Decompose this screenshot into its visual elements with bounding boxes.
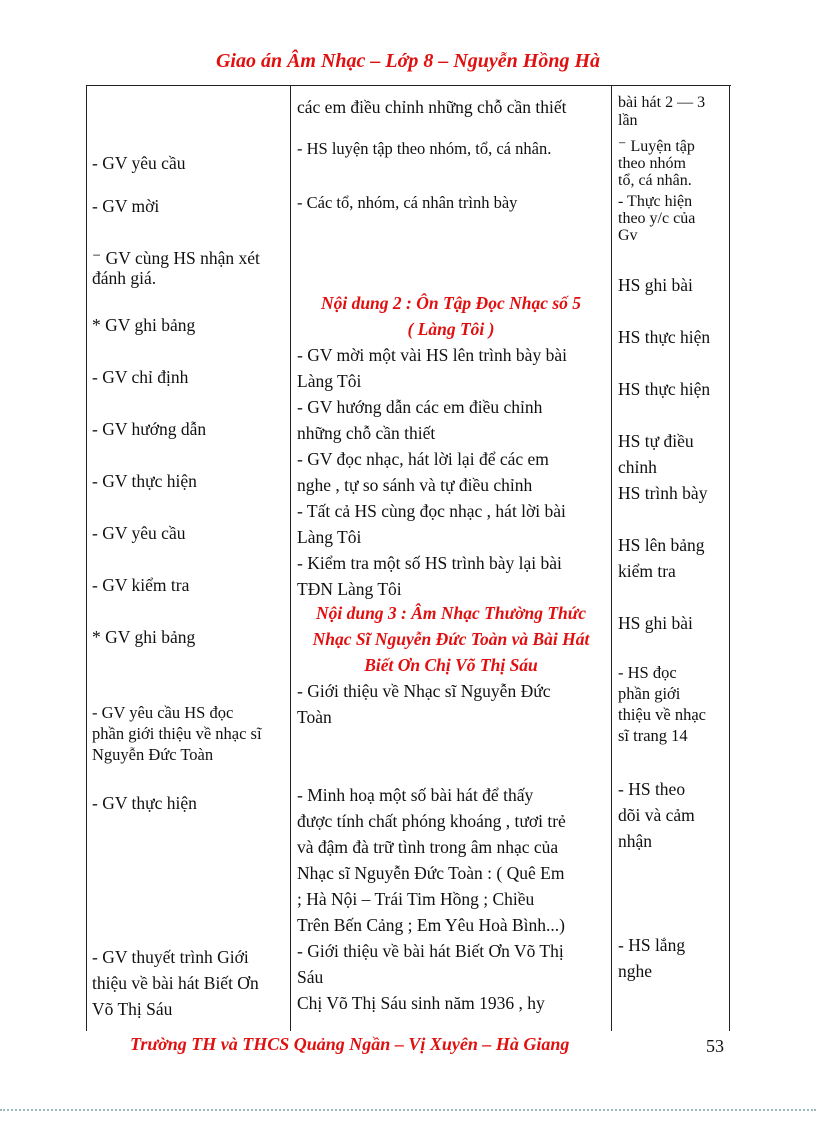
col3-item: HS tự điều chỉnh (618, 431, 694, 477)
page-footer: Trường TH và THCS Quảng Ngần – Vị Xuyên – Hà Giang (130, 1034, 570, 1054)
col3-item: HS trình bày (618, 483, 708, 503)
col3-item: bài hát 2 — 3 lần (618, 94, 706, 129)
col1-item: ⁻ GV cùng HS nhận xét đánh giá. (92, 248, 260, 288)
section-heading-2: Nội dung 2 : Ôn Tập Đọc Nhạc số 5 ( Làng Tôi ) (320, 293, 582, 339)
table-divider-2 (611, 86, 612, 1031)
col3-item: HS ghi bài (618, 613, 693, 633)
section-body-2: - GV mời một vài HS lên trình bày bài Làng Tôi - GV hướng dẫn các em điều chỉnh những chỗ cần thiết - GV đọc nhạc, hát lời lại để các em nghe , tự so sánh và tự điều chỉnh - Tất cả HS cùng đọc nhạc , hát lời bài Làng Tôi - Kiểm tra một số HS trình bày lại bài TĐN Làng Tôi (297, 345, 567, 599)
col1-item: - GV yêu cầu HS đọc phần giới thiệu về nhạc sĩ Nguyễn Đức Toàn (92, 703, 262, 764)
col1-item: - GV thực hiện (92, 471, 197, 491)
col3-item: HS lên bảng kiểm tra (618, 535, 705, 581)
col1-item: - GV yêu cầu (92, 523, 186, 543)
col3-item: HS thực hiện (618, 327, 711, 347)
col3-item: HS thực hiện (618, 379, 711, 399)
col1-item: - GV mời (92, 196, 160, 216)
content-line: - HS luyện tập theo nhóm, tổ, cá nhân. (297, 139, 552, 158)
table-border-left (86, 86, 87, 1031)
section-heading-3: Nội dung 3 : Âm Nhạc Thường Thức Nhạc Sĩ Nguyễn Đức Toàn và Bài Hát Biết Ơn Chị Võ Thị Sáu (312, 603, 590, 675)
col1-item: * GV ghi bảng (92, 315, 196, 335)
col3-item: - Thực hiện theo y/c của Gv (618, 193, 696, 244)
table-divider-1 (290, 86, 291, 1031)
content-line: - Các tổ, nhóm, cá nhân trình bày (297, 193, 518, 212)
col3-item: ⁻ Luyện tập theo nhóm tổ, cá nhân. (618, 138, 695, 189)
col1-item: - GV kiểm tra (92, 575, 190, 595)
col1-item: - GV yêu cầu (92, 153, 186, 173)
col1-item: - GV hướng dẫn (92, 419, 207, 439)
col3-item: - HS theo dõi và cảm nhận (618, 779, 695, 851)
bottom-dotted-border (0, 1109, 816, 1111)
section-body-3a: - Giới thiệu về Nhạc sĩ Nguyễn Đức Toàn (297, 681, 551, 727)
col1-item: * GV ghi bảng (92, 627, 196, 647)
page-header: Giao án Âm Nhạc – Lớp 8 – Nguyễn Hồng Hà (215, 50, 601, 72)
col1-item: - GV thuyết trình Giới thiệu về bài hát Biết Ơn Võ Thị Sáu (92, 947, 259, 1019)
col3-item: - HS lắng nghe (618, 935, 686, 981)
page-number: 53 (706, 1036, 724, 1056)
col1-item: - GV thực hiện (92, 793, 197, 813)
col1-item: - GV chỉ định (92, 367, 189, 387)
header-rule (86, 85, 731, 86)
content-line: các em điều chỉnh những chỗ cần thiết (297, 97, 567, 117)
col3-item: HS ghi bài (618, 275, 693, 295)
col3-item: - HS đọc phần giới thiệu về nhạc sĩ trang 14 (618, 663, 706, 745)
table-border-right (729, 86, 730, 1031)
section-body-3b: - Minh hoạ một số bài hát để thấy được tính chất phóng khoáng , tươi trẻ và đậm đà trữ tình trong âm nhạc của Nhạc sĩ Nguyễn Đức Toàn : ( Quê Em ; Hà Nội – Trái Tim Hồng ; Chiều Trên Bến Cảng ; Em Yêu Hoà Bình...) - Giới thiệu về bài hát Biết Ơn Võ Thị Sáu Chị Võ Thị Sáu sinh năm 1936 , hy (297, 785, 566, 1013)
